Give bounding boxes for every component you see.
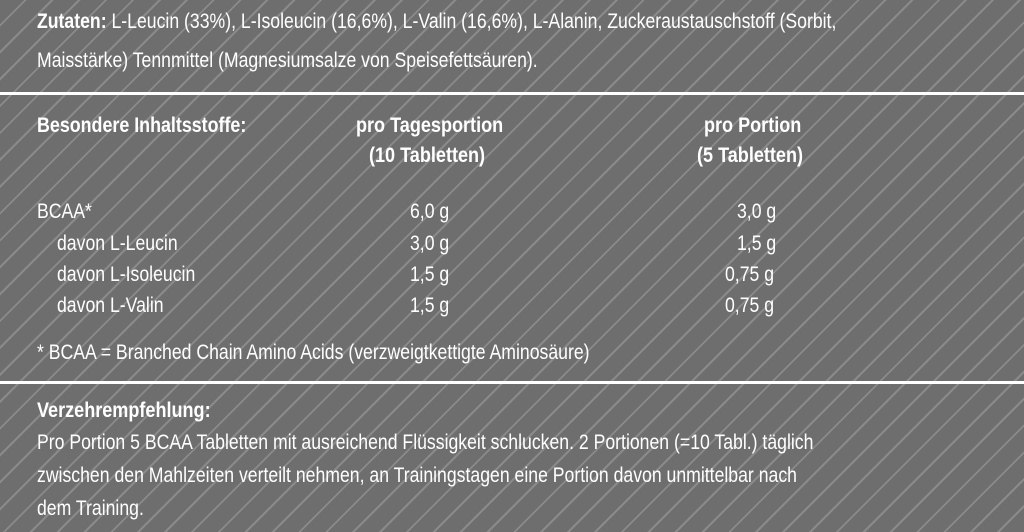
divider-bottom [0,381,1024,384]
row-name-valin: davon L-Valin [57,294,164,317]
row-portion-isoleucin: 0,75 g [725,263,775,286]
row-portion-valin: 0,75 g [725,294,775,317]
recommendation-line-2: zwischen den Mahlzeiten verteilt nehmen, an Trainingstagen eine Portion davon unmittelbar nach [37,464,797,487]
col-daily-title: pro Tagesportion [356,114,504,137]
col-portion-subtitle: (5 Tabletten) [697,144,804,167]
row-portion-leucin: 1,5 g [737,232,777,255]
recommendation-line-3: dem Training. [37,497,144,520]
row-daily-bcaa: 6,0 g [410,200,450,223]
footnote: * BCAA = Branched Chain Amino Acids (verzweigtkettigte Aminosäure) [37,341,590,364]
row-daily-valin: 1,5 g [410,294,450,317]
row-name-bcaa: BCAA* [37,200,92,223]
row-name-isoleucin: davon L-Isoleucin [57,263,196,286]
divider-top [0,92,1024,95]
ingredients-line-2: Maisstärke) Tennmittel (Magnesiumsalze von Speisefettsäuren). [37,49,538,72]
recommendation-line-1: Pro Portion 5 BCAA Tabletten mit ausreichend Flüssigkeit schlucken. 2 Portionen (=10 Tabl.) täglich [37,431,814,454]
col-portion-title: pro Portion [704,114,802,137]
row-name-leucin: davon L-Leucin [57,232,178,255]
col-daily-subtitle: (10 Tabletten) [369,144,486,167]
recommendation-title: Verzehrempfehlung: [37,399,211,422]
ingredients-text-1: L-Leucin (33%), L-Isoleucin (16,6%), L-Valin (16,6%), L-Alanin, Zuckeraustauschstoff (Sorbit, [106,10,837,33]
ingredients-line-1 [37,6,836,37]
table-header-label: Besondere Inhaltsstoffe: [37,114,247,137]
row-daily-leucin: 3,0 g [410,232,450,255]
row-portion-bcaa: 3,0 g [737,200,777,223]
ingredients-label: Zutaten: [37,10,107,33]
row-daily-isoleucin: 1,5 g [410,263,450,286]
